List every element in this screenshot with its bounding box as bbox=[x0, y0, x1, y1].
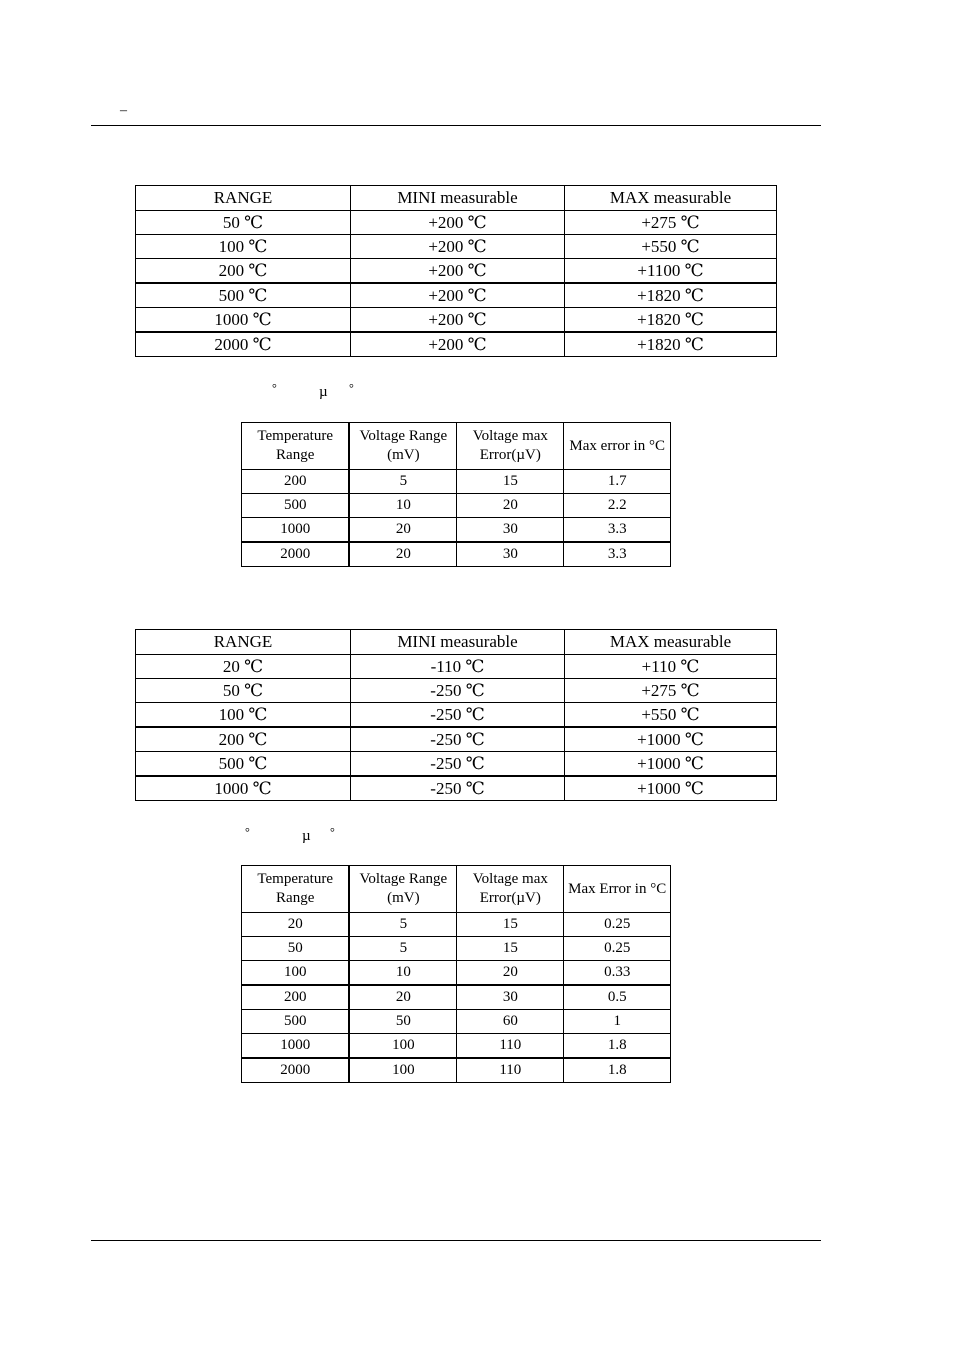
cell-voltage-error: 30 bbox=[457, 542, 564, 567]
table-row bbox=[242, 961, 671, 986]
table-row bbox=[136, 752, 777, 777]
cell-voltage-error: 15 bbox=[457, 913, 564, 937]
cell-min: +200 ℃ bbox=[351, 308, 565, 333]
cell-range: 50 ℃ bbox=[136, 679, 351, 703]
cell-max-error: 0.5 bbox=[564, 985, 671, 1010]
cell-min: -250 ℃ bbox=[351, 752, 565, 777]
cell-range: 500 ℃ bbox=[136, 752, 351, 777]
cell-max-error: 1 bbox=[564, 1010, 671, 1034]
table-row bbox=[136, 727, 777, 752]
cell-range: 1000 ℃ bbox=[136, 308, 351, 333]
cell-voltage-error: 60 bbox=[457, 1010, 564, 1034]
table-row bbox=[136, 703, 777, 728]
cell-min: +200 ℃ bbox=[351, 332, 565, 357]
table-row bbox=[136, 259, 777, 284]
cell-voltage-error: 110 bbox=[457, 1058, 564, 1083]
cell-min: -110 ℃ bbox=[351, 655, 565, 679]
cell-temperature-range: 200 bbox=[242, 470, 350, 494]
cell-max: +110 ℃ bbox=[565, 655, 777, 679]
cell-range: 200 ℃ bbox=[136, 259, 351, 284]
cell-max-error: 1.8 bbox=[564, 1034, 671, 1059]
cell-max-error: 0.25 bbox=[564, 913, 671, 937]
thermocouple-range-table-1 bbox=[135, 185, 777, 357]
cell-voltage-error: 15 bbox=[457, 470, 564, 494]
cell-max: +1820 ℃ bbox=[565, 308, 777, 333]
cell-temperature-range: 200 bbox=[242, 985, 350, 1010]
table-row bbox=[136, 679, 777, 703]
cell-range: 20 ℃ bbox=[136, 655, 351, 679]
cell-min: +200 ℃ bbox=[351, 235, 565, 259]
table-header-row bbox=[242, 866, 671, 913]
col-header-range: RANGE bbox=[136, 186, 351, 211]
cell-temperature-range: 20 bbox=[242, 913, 350, 937]
header-rule bbox=[91, 125, 821, 126]
table-row bbox=[136, 211, 777, 235]
table-header-row bbox=[136, 186, 777, 211]
cell-range: 2000 ℃ bbox=[136, 332, 351, 357]
cell-temperature-range: 2000 bbox=[242, 1058, 350, 1083]
col-header-max-error: Max Error in °C bbox=[564, 866, 671, 913]
table-row bbox=[242, 985, 671, 1010]
thermocouple-range-table-2 bbox=[135, 629, 777, 801]
cell-min: +200 ℃ bbox=[351, 211, 565, 235]
footer-rule bbox=[91, 1240, 821, 1241]
table-row bbox=[136, 776, 777, 801]
table-row bbox=[136, 235, 777, 259]
cell-temperature-range: 100 bbox=[242, 961, 350, 986]
col-header-temperature-range: Temperature Range bbox=[242, 866, 350, 913]
table-row bbox=[242, 470, 671, 494]
cell-voltage-range: 5 bbox=[349, 937, 456, 961]
table-row bbox=[136, 308, 777, 333]
cell-voltage-error: 15 bbox=[457, 937, 564, 961]
cell-min: +200 ℃ bbox=[351, 283, 565, 308]
table-row bbox=[242, 1058, 671, 1083]
cell-max: +1820 ℃ bbox=[565, 332, 777, 357]
cell-range: 100 ℃ bbox=[136, 703, 351, 728]
note1-degree-symbol: ° bbox=[272, 381, 277, 395]
cell-voltage-range: 10 bbox=[349, 494, 456, 518]
note1-degree-symbol-2: ° bbox=[349, 381, 354, 395]
cell-voltage-range: 50 bbox=[349, 1010, 456, 1034]
cell-voltage-error: 20 bbox=[457, 961, 564, 986]
col-header-max: MAX measurable bbox=[565, 630, 777, 655]
col-header-range: RANGE bbox=[136, 630, 351, 655]
cell-max-error: 3.3 bbox=[564, 542, 671, 567]
col-header-max: MAX measurable bbox=[565, 186, 777, 211]
cell-range: 1000 ℃ bbox=[136, 776, 351, 801]
cell-max-error: 1.7 bbox=[564, 470, 671, 494]
cell-max-error: 1.8 bbox=[564, 1058, 671, 1083]
cell-temperature-range: 500 bbox=[242, 494, 350, 518]
cell-max: +1820 ℃ bbox=[565, 283, 777, 308]
cell-voltage-range: 5 bbox=[349, 913, 456, 937]
cell-voltage-range: 20 bbox=[349, 985, 456, 1010]
cell-voltage-range: 100 bbox=[349, 1058, 456, 1083]
voltage-error-table-2 bbox=[241, 865, 671, 1083]
cell-temperature-range: 500 bbox=[242, 1010, 350, 1034]
table-row bbox=[136, 655, 777, 679]
table-row bbox=[136, 283, 777, 308]
cell-max-error: 0.33 bbox=[564, 961, 671, 986]
cell-max-error: 2.2 bbox=[564, 494, 671, 518]
table-row bbox=[242, 913, 671, 937]
col-header-voltage-range: Voltage Range (mV) bbox=[349, 423, 456, 470]
table-row bbox=[242, 937, 671, 961]
note2-degree-symbol-2: ° bbox=[330, 825, 335, 839]
table-row bbox=[242, 1034, 671, 1059]
cell-voltage-range: 20 bbox=[349, 518, 456, 543]
col-header-temperature-range: Temperature Range bbox=[242, 423, 350, 470]
cell-temperature-range: 1000 bbox=[242, 518, 350, 543]
cell-voltage-range: 5 bbox=[349, 470, 456, 494]
cell-max: +550 ℃ bbox=[565, 703, 777, 728]
col-header-voltage-error: Voltage max Error(µV) bbox=[457, 866, 564, 913]
note2-degree-symbol: ° bbox=[245, 825, 250, 839]
col-header-max-error: Max error in °C bbox=[564, 423, 671, 470]
note1-micro-symbol: µ bbox=[319, 384, 328, 400]
cell-temperature-range: 1000 bbox=[242, 1034, 350, 1059]
cell-max: +1100 ℃ bbox=[565, 259, 777, 284]
cell-max: +1000 ℃ bbox=[565, 752, 777, 777]
cell-range: 50 ℃ bbox=[136, 211, 351, 235]
table-row bbox=[136, 332, 777, 357]
col-header-voltage-error: Voltage max Error(µV) bbox=[457, 423, 564, 470]
cell-min: -250 ℃ bbox=[351, 679, 565, 703]
cell-range: 500 ℃ bbox=[136, 283, 351, 308]
table-header-row bbox=[136, 630, 777, 655]
note2-micro-symbol: µ bbox=[302, 828, 311, 844]
cell-voltage-error: 30 bbox=[457, 518, 564, 543]
cell-min: -250 ℃ bbox=[351, 776, 565, 801]
cell-min: -250 ℃ bbox=[351, 727, 565, 752]
table-row bbox=[242, 518, 671, 543]
cell-min: +200 ℃ bbox=[351, 259, 565, 284]
table-header-row bbox=[242, 423, 671, 470]
cell-voltage-error: 110 bbox=[457, 1034, 564, 1059]
cell-range: 100 ℃ bbox=[136, 235, 351, 259]
cell-max: +550 ℃ bbox=[565, 235, 777, 259]
table-row bbox=[242, 494, 671, 518]
table-row bbox=[242, 1010, 671, 1034]
cell-voltage-error: 30 bbox=[457, 985, 564, 1010]
cell-max-error: 3.3 bbox=[564, 518, 671, 543]
cell-voltage-error: 20 bbox=[457, 494, 564, 518]
col-header-voltage-range: Voltage Range (mV) bbox=[349, 866, 456, 913]
cell-min: -250 ℃ bbox=[351, 703, 565, 728]
cell-temperature-range: 50 bbox=[242, 937, 350, 961]
cell-voltage-range: 10 bbox=[349, 961, 456, 986]
col-header-min: MINI measurable bbox=[351, 630, 565, 655]
col-header-min: MINI measurable bbox=[351, 186, 565, 211]
cell-max: +1000 ℃ bbox=[565, 727, 777, 752]
table-row bbox=[242, 542, 671, 567]
header-mark: – bbox=[120, 103, 127, 118]
voltage-error-table-1 bbox=[241, 422, 671, 567]
cell-max: +1000 ℃ bbox=[565, 776, 777, 801]
cell-max-error: 0.25 bbox=[564, 937, 671, 961]
cell-voltage-range: 20 bbox=[349, 542, 456, 567]
cell-voltage-range: 100 bbox=[349, 1034, 456, 1059]
cell-temperature-range: 2000 bbox=[242, 542, 350, 567]
cell-max: +275 ℃ bbox=[565, 679, 777, 703]
cell-max: +275 ℃ bbox=[565, 211, 777, 235]
cell-range: 200 ℃ bbox=[136, 727, 351, 752]
